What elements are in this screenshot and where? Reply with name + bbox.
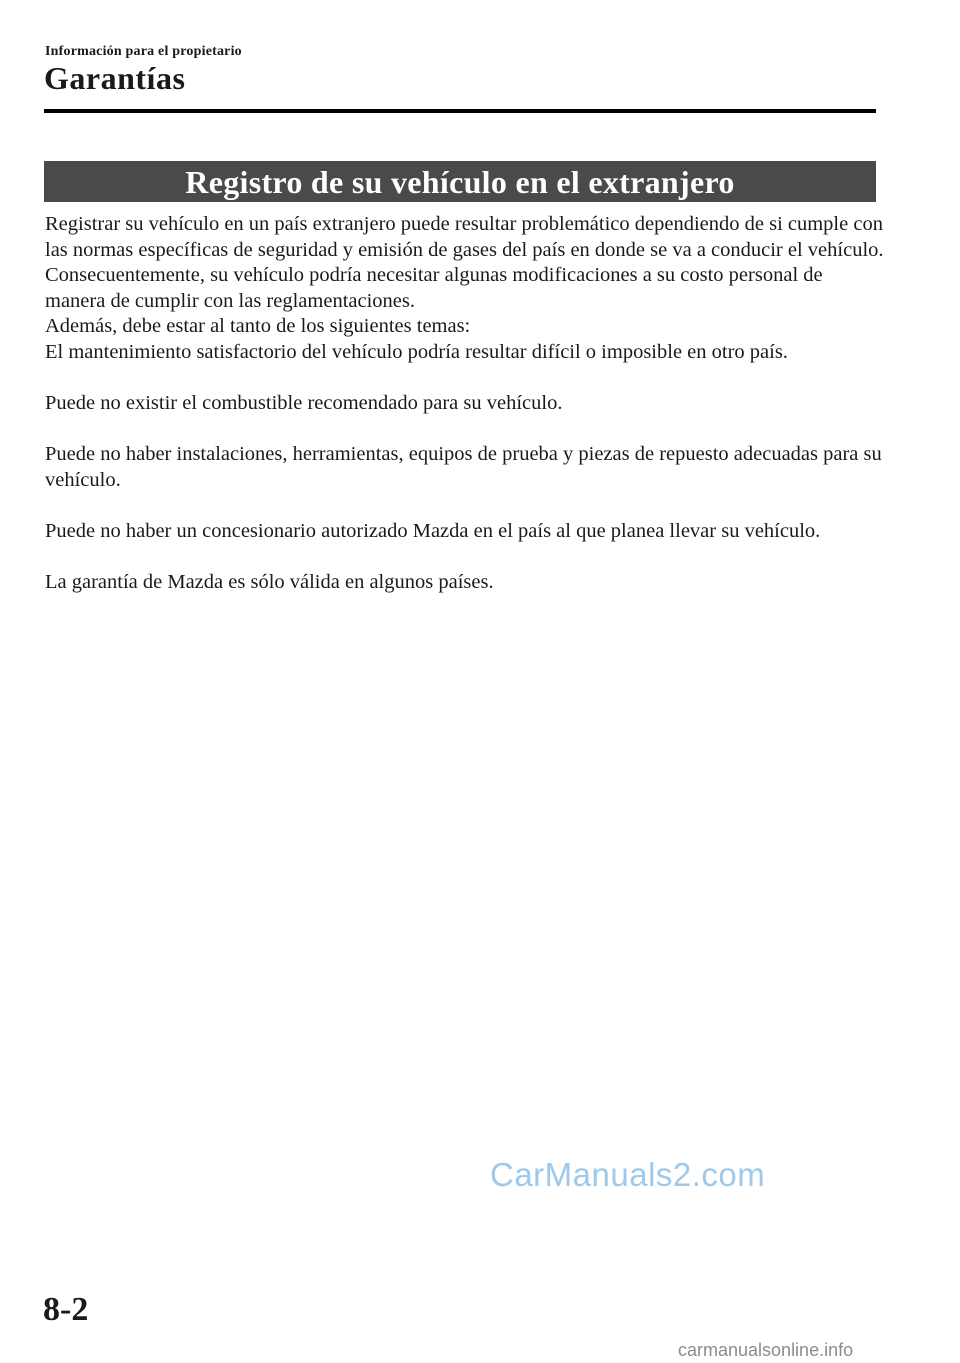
header-divider xyxy=(44,109,876,113)
paragraph: Además, debe estar al tanto de los siguientes temas: xyxy=(45,315,471,338)
list-item: Puede no haber instalaciones, herramientas, equipos de prueba y piezas de repuesto adecuadas para su vehículo. xyxy=(45,443,882,491)
section-label: Información para el propietario xyxy=(45,44,242,59)
page-number: 8-2 xyxy=(43,1291,89,1328)
list-item: Puede no existir el combustible recomendado para su vehículo. xyxy=(45,392,563,415)
section-heading: Registro de su vehículo en el extranjero xyxy=(44,161,876,202)
list-item: La garantía de Mazda es sólo válida en algunos países. xyxy=(45,571,494,594)
body-text xyxy=(45,212,885,622)
footer-site-watermark: carmanualsonline.info xyxy=(678,1340,854,1360)
paragraph: Registrar su vehículo en un país extranjero puede resultar problemático dependiendo de si cumple con las normas específicas de seguridad y emisión de gases del país en donde se va a conducir el vehículo. Consecuentemente, su vehículo podría necesitar algunas modificaciones a su costo personal de manera de cumplir con las reglamentaciones. xyxy=(45,213,884,312)
list-item: Puede no haber un concesionario autorizado Mazda en el país al que planea llevar su vehículo. xyxy=(45,520,821,543)
page-title: Garantías xyxy=(44,60,186,96)
watermark-logo: CarManuals2.com xyxy=(490,1156,766,1193)
paragraph: El mantenimiento satisfactorio del vehículo podría resultar difícil o imposible en otro país. xyxy=(45,340,788,363)
